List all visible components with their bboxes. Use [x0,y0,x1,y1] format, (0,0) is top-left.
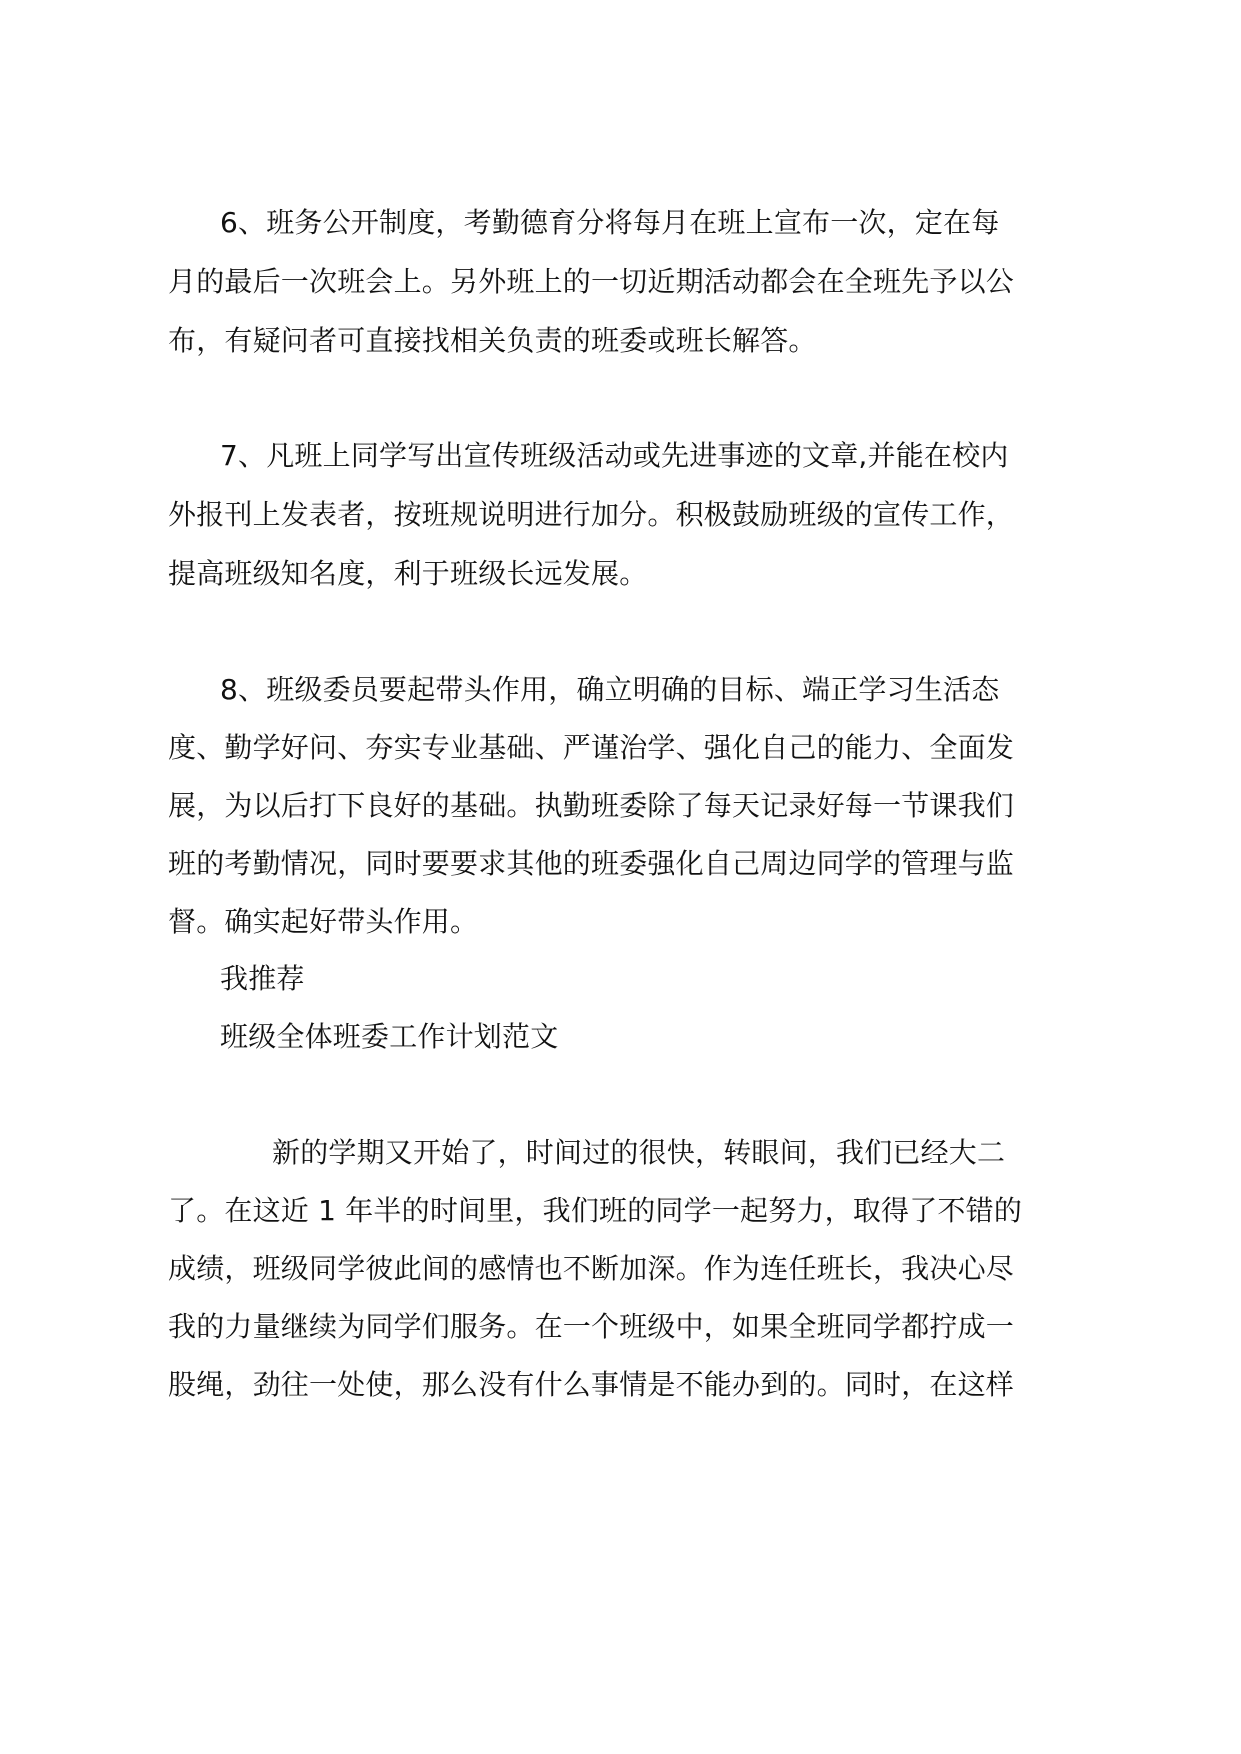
text-line: 成绩，班级同学彼此间的感情也不断加深。作为连任班长，我决心尽 [168,1252,1015,1285]
text-line: 了。在这近 1 年半的时间里，我们班的同学一起努力，取得了不错的 [168,1194,1023,1227]
recommend-label: 我推荐 [220,962,305,995]
text-line: 8、班级委员要起带头作用，确立明确的目标、端正学习生活态 [220,673,1000,706]
text-line: 提高班级知名度，利于班级长远发展。 [168,557,648,590]
text-line: 布，有疑问者可直接找相关负责的班委或班长解答。 [168,324,817,357]
text-line: 我的力量继续为同学们服务。在一个班级中，如果全班同学都拧成一 [168,1310,1015,1343]
text-line: 展，为以后打下良好的基础。执勤班委除了每天记录好每一节课我们 [168,789,1015,822]
recommended-article-title: 班级全体班委工作计划范文 [220,1020,559,1053]
text-line: 6、班务公开制度，考勤德育分将每月在班上宣布一次，定在每 [220,206,1000,239]
text-line: 股绳，劲往一处使，那么没有什么事情是不能办到的。同时，在这样 [168,1368,1015,1401]
text-line: 7、凡班上同学写出宣传班级活动或先进事迹的文章,并能在校内 [220,439,1009,472]
text-line: 度、勤学好问、夯实专业基础、严谨治学、强化自己的能力、全面发 [168,731,1015,764]
text-line: 新的学期又开始了，时间过的很快，转眼间，我们已经大二 [272,1136,1006,1169]
text-line: 督。确实起好带头作用。 [168,905,479,938]
text-line: 月的最后一次班会上。另外班上的一切近期活动都会在全班先予以公 [168,265,1015,298]
text-line: 外报刊上发表者，按班规说明进行加分。积极鼓励班级的宣传工作， [168,498,1015,531]
text-line: 班的考勤情况，同时要要求其他的班委强化自己周边同学的管理与监 [168,847,1015,880]
